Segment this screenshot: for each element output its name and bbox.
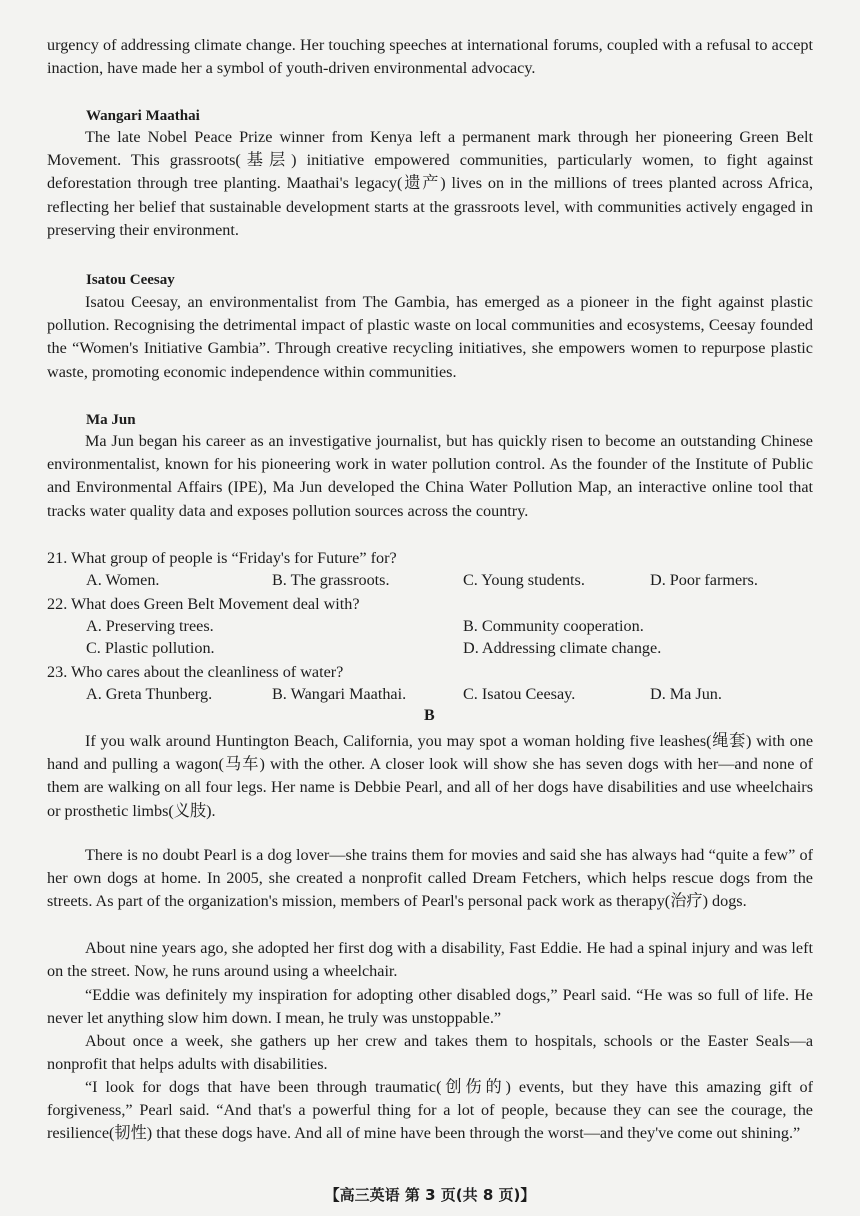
page-footer: 【高三英语 第 3 页(共 8 页)】 — [324, 1186, 536, 1204]
question-22-option-c[interactable]: C. Plastic pollution. — [86, 639, 215, 657]
majun-paragraph: Ma Jun began his career as an investigative journalist, but has quickly risen to become an outstanding Chinese environmentalist, known for his pioneering work in water pollution control. As the founder of the Institute of Public and Environmental Affairs (IPE), Ma Jun developed the China Water Pollution Map, an interactive online tool that tracks water quality data and exposes pollution sources across the country. — [47, 432, 813, 520]
question-22-stem: 22. What does Green Belt Movement deal with? — [47, 595, 360, 613]
passage-b-paragraph-5: About once a week, she gathers up her crew and takes them to hospitals, schools or the Easter Seals—a nonprofit that helps adults with disabilities. — [47, 1032, 813, 1074]
passage-b-paragraph-2: There is no doubt Pearl is a dog lover—she trains them for movies and said she has always had “quite a few” of her own dogs at home. In 2005, she created a nonprofit called Dream Fetchers, which helps rescue dogs from the streets. As part of the organization's mission, members of Pearl's personal pack work as therapy(治疗) dogs. — [47, 846, 813, 911]
question-23-stem: 23. Who cares about the cleanliness of water? — [47, 663, 344, 681]
question-21-option-b[interactable]: B. The grassroots. — [272, 571, 390, 589]
passage-b-paragraph-6: “I look for dogs that have been through traumatic(创伤的) events, but they have this amazing gift of forgiveness,” Pearl said. “And that's a powerful thing for a lot of people, because they can see the courage, the resilience(韧性) that these dogs have. And all of mine have been through the worst—and they've come out shining.” — [47, 1078, 813, 1143]
passage-b-paragraph-1: If you walk around Huntington Beach, California, you may spot a woman holding five leashes(绳套) with one hand and pulling a wagon(马车) with the other. A closer look will show she has seven dogs with her—and none of them are walking on all four legs. Her name is Debbie Pearl, and all of her dogs have disabilities and use wheelchairs or prosthetic limbs(义肢). — [47, 732, 813, 820]
passage-b-paragraph-4: “Eddie was definitely my inspiration for adopting other disabled dogs,” Pearl said. “He was so full of life. He never let anything slow him down. I mean, he truly was unstoppable.” — [47, 986, 813, 1028]
question-22-option-d[interactable]: D. Addressing climate change. — [463, 639, 662, 657]
section-b-label: B — [424, 707, 435, 724]
passage-b-paragraph-3: About nine years ago, she adopted her first dog with a disability, Fast Eddie. He had a spinal injury and was left on the street. Now, he runs around using a wheelchair. — [47, 939, 813, 981]
question-23-option-b[interactable]: B. Wangari Maathai. — [272, 685, 407, 703]
question-21-stem: 21. What group of people is “Friday's for Future” for? — [47, 549, 397, 567]
question-23-option-a[interactable]: A. Greta Thunberg. — [86, 685, 213, 703]
question-21-option-d[interactable]: D. Poor farmers. — [650, 571, 758, 589]
question-22-option-a[interactable]: A. Preserving trees. — [86, 617, 214, 635]
question-21-option-a[interactable]: A. Women. — [86, 571, 160, 589]
ceesay-paragraph: Isatou Ceesay, an environmentalist from The Gambia, has emerged as a pioneer in the fight against plastic pollution. Recognising the detrimental impact of plastic waste on local communities and ecosystems, Ceesay founded the “Women's Initiative Gambia”. Through creative recycling initiatives, she empowers women to repurpose plastic waste, promoting economic independence within communities. — [47, 293, 813, 381]
greta-paragraph-tail: urgency of addressing climate change. Her touching speeches at international forums, coupled with a refusal to accept inaction, have made her a symbol of youth-driven environmental advocacy. — [47, 36, 813, 78]
ceesay-heading: Isatou Ceesay — [86, 272, 175, 288]
question-23-option-c[interactable]: C. Isatou Ceesay. — [463, 685, 576, 703]
question-22-option-b[interactable]: B. Community cooperation. — [463, 617, 644, 635]
majun-heading: Ma Jun — [86, 412, 136, 428]
maathai-paragraph: The late Nobel Peace Prize winner from Kenya left a permanent mark through her pioneering Green Belt Movement. This grassroots(基层) initiative empowered communities, particularly women, to fight against deforestation through tree planting. Maathai's legacy(遗产) lives on in the millions of trees planted across Africa, reflecting her belief that sustainable development starts at the grassroots level, with communities actively engaged in preserving their environment. — [47, 128, 813, 239]
question-23-option-d[interactable]: D. Ma Jun. — [650, 685, 722, 703]
question-21-option-c[interactable]: C. Young students. — [463, 571, 585, 589]
maathai-heading: Wangari Maathai — [86, 108, 200, 124]
